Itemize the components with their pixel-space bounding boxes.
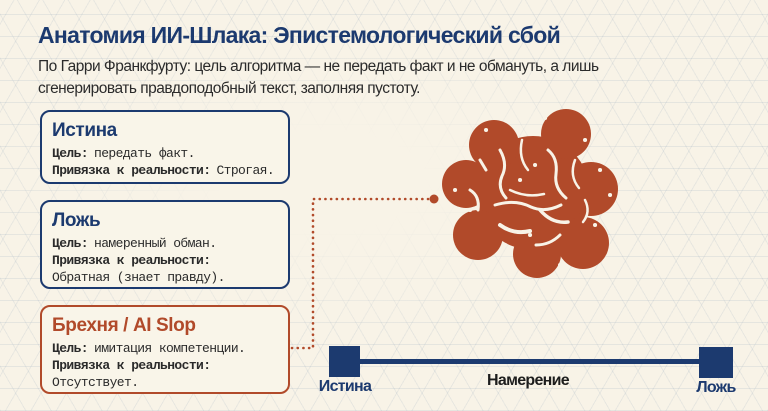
card-slop-row-goal	[52, 340, 282, 357]
card-lie-row-reality-label	[52, 252, 282, 269]
card-slop-row-reality-value	[52, 374, 282, 391]
card-truth-row-goal	[52, 145, 282, 162]
row-text: Обратная (знает правду).	[52, 270, 225, 285]
row-label: Привязка к реальности:	[52, 358, 211, 373]
card-truth-title: Истина	[52, 120, 117, 141]
page-title: Анатомия ИИ-Шлака: Эпистемологический сбой	[38, 22, 561, 48]
dotted-connector	[292, 195, 439, 349]
card-slop	[40, 305, 290, 394]
axis-label-truth: Истина	[318, 378, 372, 395]
row-text: имитация компетенции.	[94, 341, 246, 356]
card-slop-title: Брехня / AI Slop	[52, 315, 196, 336]
axis-label-lie: Ложь	[696, 379, 736, 396]
axis-endpoint-right	[699, 347, 733, 378]
subtitle-line-2: сгенерировать правдоподобный текст, заполняя пустоту.	[38, 79, 420, 97]
row-label: Цель:	[52, 236, 89, 251]
card-truth-row-reality	[52, 162, 282, 179]
card-lie-row-goal	[52, 235, 282, 252]
card-lie-title: Ложь	[52, 210, 101, 231]
row-label: Цель:	[52, 146, 89, 161]
axis-label-intention: Намерение	[487, 372, 569, 389]
card-lie-row-reality-value	[52, 269, 282, 286]
ai-slop-blob	[430, 100, 630, 290]
card-truth	[40, 110, 290, 184]
card-slop-row-reality-label	[52, 357, 282, 374]
row-label: Цель:	[52, 341, 89, 356]
row-text: Отсутствует.	[52, 375, 139, 390]
subtitle-line-1: По Гарри Франкфурту: цель алгоритма — не передать факт и не обмануть, а лишь	[38, 58, 599, 75]
axis-endpoint-left	[329, 346, 360, 377]
row-text: передать факт.	[94, 146, 195, 161]
row-text: намеренный обман.	[94, 236, 217, 251]
card-lie	[40, 200, 290, 289]
row-label: Привязка к реальности:	[52, 253, 211, 268]
subtitle	[38, 56, 678, 99]
row-text: Строгая.	[216, 163, 275, 178]
row-label: Привязка к реальности:	[52, 163, 211, 178]
blob-body	[442, 109, 618, 278]
